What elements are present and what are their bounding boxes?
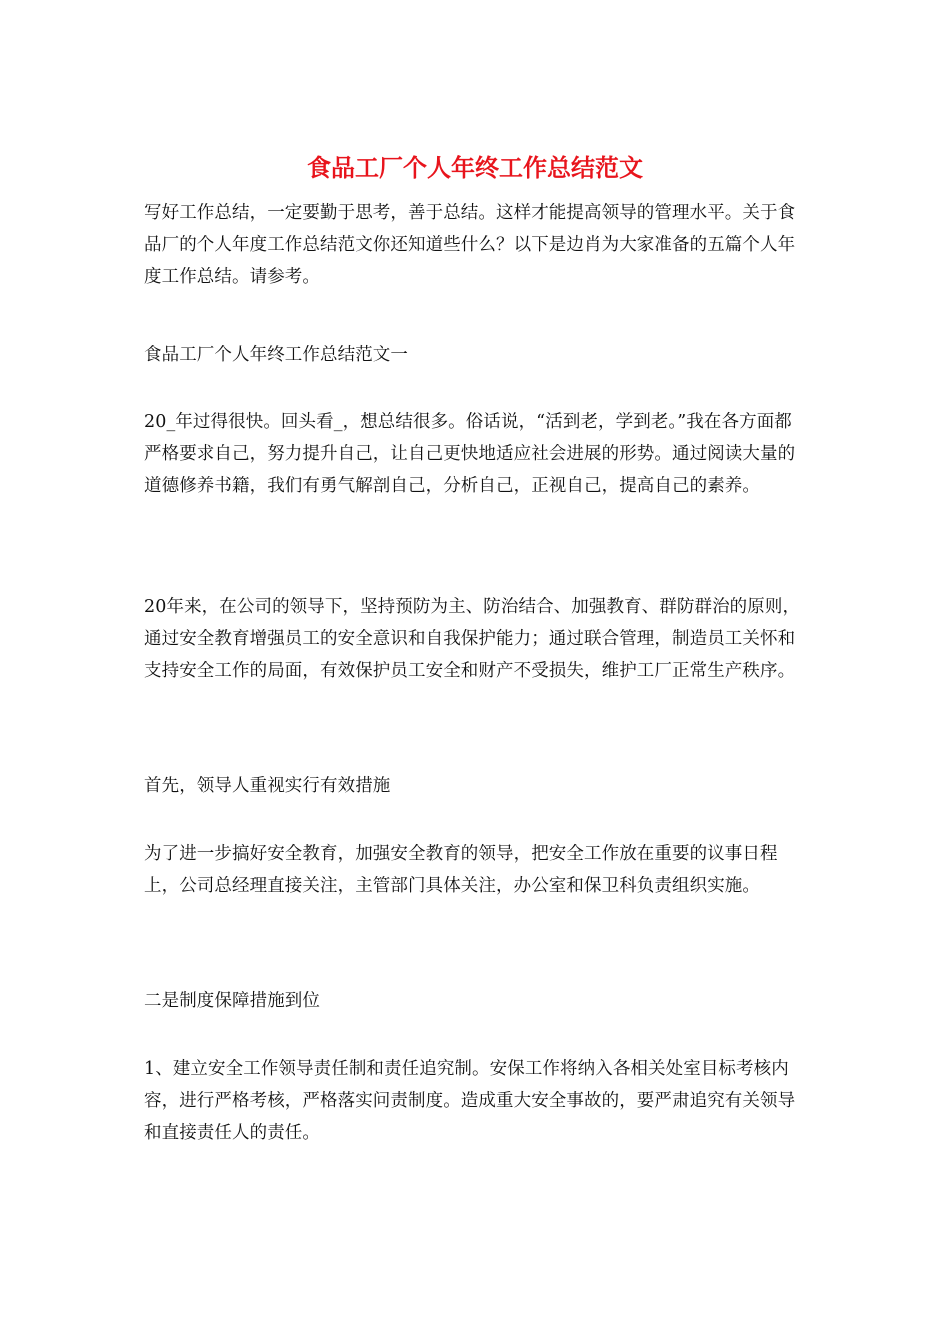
paragraph-safety-education: 为了进一步搞好安全教育，加强安全教育的领导，把安全工作放在重要的议事日程上，公司总经理直接关注，主管部门具体关注，办公室和保卫科负责组织实施。 bbox=[144, 844, 778, 896]
section-heading-1: 食品工厂个人年终工作总结范文一 bbox=[144, 345, 408, 365]
paragraph-safety-principle: 20年来，在公司的领导下，坚持预防为主、防治结合、加强教育、群防群治的原则，通过安全教育增强员工的安全意识和自我保护能力；通过联合管理，制造员工关怀和支持安全工作的局面，有效保护员工安全和财产不受损失，维护工厂正常生产秩序。 bbox=[144, 597, 801, 681]
document-title: 食品工厂个人年终工作总结范文 bbox=[307, 153, 643, 182]
subheading-leadership: 首先，领导人重视实行有效措施 bbox=[144, 776, 391, 796]
paragraph-year-review: 20_年过得很快。回头看_，想总结很多。俗话说，“活到老，学到老。”我在各方面都严格要求自己，努力提升自己，让自己更快地适应社会进展的形势。通过阅读大量的道德修养书籍，我们有勇气解剖自己，分析自己，正视自己，提高自己的素养。 bbox=[144, 412, 796, 496]
paragraph-responsibility: 1、建立安全工作领导责任制和责任追究制。安保工作将纳入各相关处室目标考核内容，进行严格考核，严格落实问责制度。造成重大安全事故的，要严肃追究有关领导和直接责任人的责任。 bbox=[144, 1059, 796, 1143]
intro-paragraph: 写好工作总结，一定要勤于思考，善于总结。这样才能提高领导的管理水平。关于食品厂的个人年度工作总结范文你还知道些什么？以下是边肖为大家准备的五篇个人年度工作总结。请参考。 bbox=[144, 203, 796, 287]
subheading-system-guarantee: 二是制度保障措施到位 bbox=[144, 991, 320, 1011]
